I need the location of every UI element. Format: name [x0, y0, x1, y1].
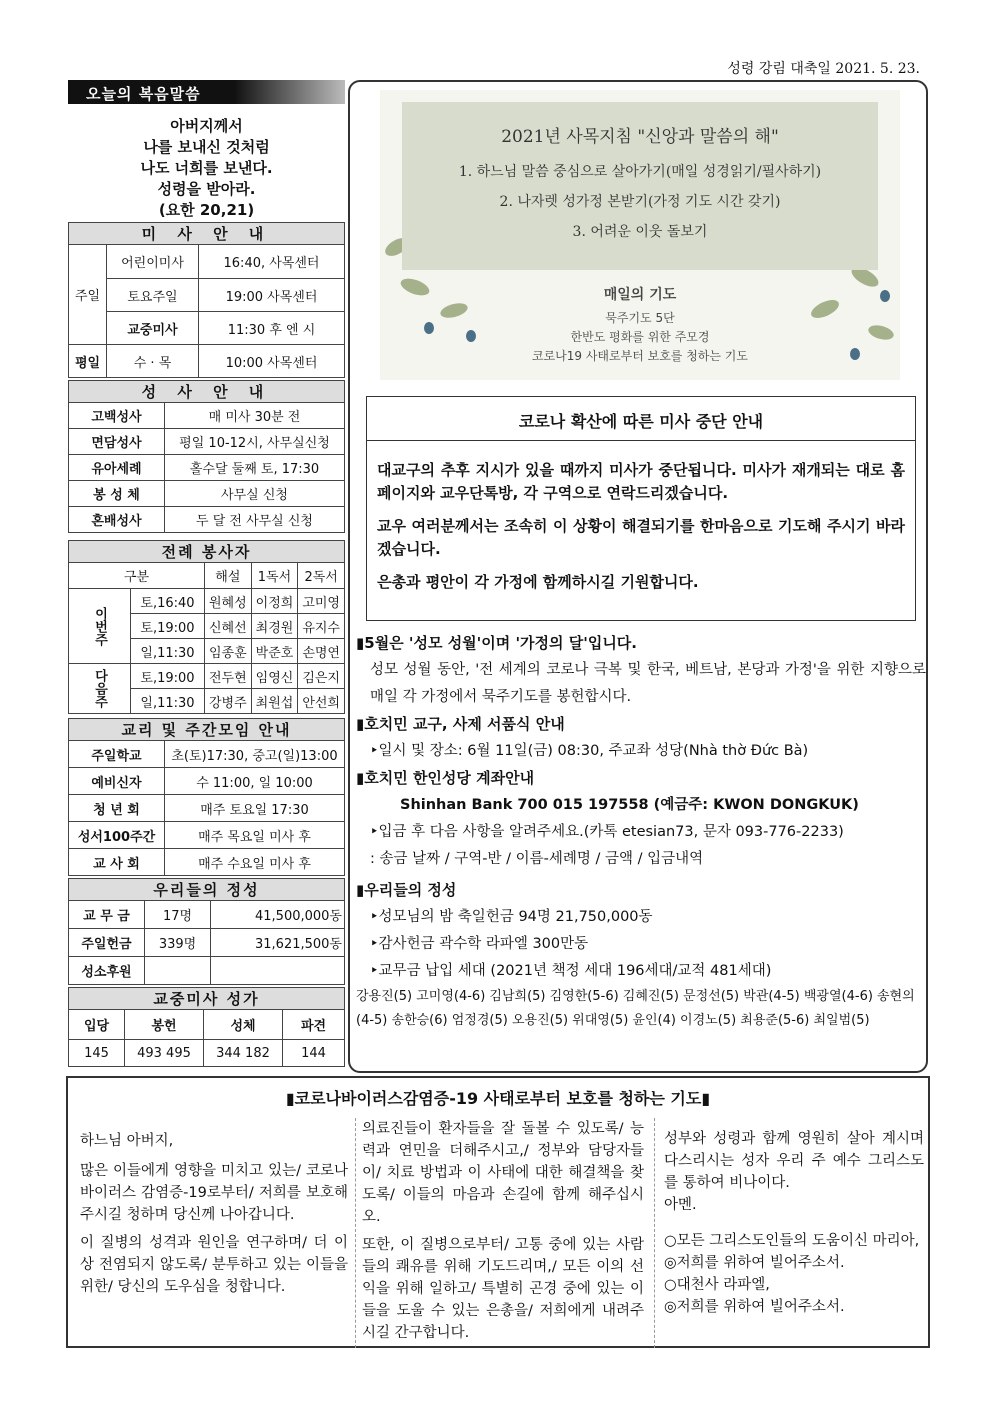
minister-cell: 박준호 — [251, 639, 298, 664]
account-heading: ▮호치민 한인성당 계좌안내 — [356, 769, 535, 787]
offering-line: ‣감사헌금 곽수학 라파엘 300만동 — [370, 936, 589, 952]
gospel-line: 성령을 받아라. — [157, 180, 256, 198]
sacrament-info: 매 미사 30분 전 — [165, 403, 345, 429]
weekday-label: 평일 — [69, 345, 107, 378]
sacrament-info: 홀수달 둘째 토, 17:30 — [165, 455, 345, 481]
class-name: 예비신자 — [69, 768, 165, 795]
mass-name: 어린이미사 — [107, 245, 199, 279]
announcements — [356, 630, 926, 1033]
minister-slot: 토,19:00 — [131, 614, 205, 639]
pastoral-banner — [380, 90, 900, 380]
class-time: 매주 수요일 미사 후 — [165, 849, 345, 876]
hymn-title: 교중미사 성가 — [69, 988, 345, 1010]
sacrament-info: 평일 10-12시, 사무실신청 — [165, 429, 345, 455]
gospel-heading: 오늘의 복음말씀 — [68, 80, 345, 104]
sacrament-name: 봉 성 체 — [69, 481, 165, 507]
mass-time: 11:30 후 엔 시 — [199, 312, 345, 345]
offering-name: 성소후원 — [69, 957, 145, 985]
sacrament-info: 사무실 신청 — [165, 481, 345, 507]
sunday-label: 주일 — [69, 245, 107, 345]
prayer-paragraph: 성부와 성령과 함께 영원히 살아 계시며 다스리시는 성자 우리 주 예수 그리스도를 통하여 비나이다. — [664, 1131, 924, 1191]
mass-name: 토요주일 — [107, 279, 199, 312]
offering-amount — [211, 957, 345, 985]
hymn-table — [68, 987, 345, 1067]
sacrament-name: 유아세례 — [69, 455, 165, 481]
donor-names: 강용진(5) 고미영(4-6) 김남희(5) 김영한(5-6) 김혜진(5) 문정선(5) 박관(4-5) 백광열(4-6) 송현의(4-5) 송한승(6) 엄정경(5) 오용진(5) 위대영(5) 윤인(4) 이경노(5) 최용준(5-6) 최일범(5) — [356, 989, 915, 1028]
minister-slot: 토,19:00 — [131, 664, 205, 689]
mass-name: 교중미사 — [107, 312, 199, 345]
minister-cell: 이정희 — [251, 589, 298, 614]
gospel-line: 나도 너희를 보낸다. — [140, 159, 273, 177]
class-name: 교 사 회 — [69, 849, 165, 876]
class-name: 성서100주간 — [69, 822, 165, 849]
may-heading: ▮5월은 '성모 성월'이며 '가정의 달'입니다. — [356, 634, 637, 652]
hymn-header: 입당 — [69, 1010, 125, 1040]
guideline-item: 2. 나자렛 성가정 본받기(가정 기도 시간 갖기) — [499, 194, 781, 210]
ordination-text: ‣일시 및 장소: 6월 11일(금) 08:30, 주교좌 성당(Nhà thờ Đức Bà) — [370, 743, 809, 759]
hymn-header: 봉헌 — [125, 1010, 204, 1040]
mass-table — [68, 222, 345, 378]
daily-prayer-item: 코로나19 사태로부터 보호를 청하는 기도 — [531, 349, 748, 363]
account-instruction: ‣입금 후 다음 사항을 알려주세요.(카톡 etesian73, 문자 093-776-2233) — [370, 824, 844, 840]
minister-slot: 토,16:40 — [131, 589, 205, 614]
bulletin-date: 성령 강림 대축일 2021. 5. 23. — [727, 61, 920, 77]
prayer-paragraph: 아멘. — [664, 1197, 697, 1213]
prayer-column-3 — [660, 1118, 928, 1318]
gospel-verse — [68, 116, 345, 221]
mass-suspension-notice — [366, 396, 916, 621]
hymn-number: 493 495 — [125, 1040, 204, 1067]
offering-amount: 41,500,000동 — [211, 901, 345, 929]
mass-title: 미 사 안 내 — [69, 223, 345, 245]
daily-prayer-item: 한반도 평화를 위한 주모경 — [570, 330, 710, 344]
offering-line: ‣교무금 납입 세대 (2021년 책정 세대 196세대/교적 481세대) — [370, 963, 772, 979]
daily-prayer — [380, 286, 900, 366]
minister-cell: 임종훈 — [205, 639, 252, 664]
prayer-paragraph: 하느님 아버지, — [80, 1133, 174, 1149]
minister-table — [68, 540, 345, 714]
offering-heading: ▮우리들의 정성 — [356, 881, 457, 899]
sacrament-name: 혼배성사 — [69, 507, 165, 533]
offering-name: 교 무 금 — [69, 901, 145, 929]
minister-cell: 최원섭 — [251, 689, 298, 714]
minister-header: 1독서 — [251, 563, 298, 589]
classes-title: 교리 및 주간모임 안내 — [69, 719, 345, 741]
this-week-label: 이번주 — [69, 589, 131, 664]
class-time: 매주 목요일 미사 후 — [165, 822, 345, 849]
right-column — [348, 80, 928, 1073]
notice-title: 코로나 확산에 따른 미사 중단 안내 — [367, 397, 915, 441]
minister-cell: 신혜선 — [205, 614, 252, 639]
sacrament-name: 고백성사 — [69, 403, 165, 429]
ordination-heading: ▮호치민 교구, 사제 서품식 안내 — [356, 715, 565, 733]
minister-header: 해설 — [205, 563, 252, 589]
minister-header: 2독서 — [298, 563, 345, 589]
sacrament-table — [68, 380, 345, 533]
minister-cell: 임영신 — [251, 664, 298, 689]
sacrament-info: 두 달 전 사무실 신청 — [165, 507, 345, 533]
prayer-paragraph: 많은 이들에게 영향을 미치고 있는/ 코로나 바이러스 감염증-19로부터/ 저희를 보호해주시길 청하며 당신께 나아갑니다. — [80, 1163, 348, 1223]
offering-count: 17명 — [145, 901, 211, 929]
notice-paragraph: 교우 여러분께서는 조속히 이 상황이 해결되기를 한마음으로 기도해 주시기 바라겠습니다. — [377, 517, 905, 558]
prayer-paragraph: 의료진들이 환자들을 잘 돌볼 수 있도록/ 능력과 연민을 더해주시고,/ 정부와 담당자들이/ 치료 방법과 이 사태에 대한 해결책을 찾도록/ 이들의 마음과 손길에 함께 해주십시오. — [362, 1121, 644, 1225]
daily-prayer-title: 매일의 기도 — [603, 287, 677, 303]
may-text: 성모 성월 동안, '전 세계의 코로나 극복 및 한국, 베트남, 본당과 가정'을 위한 지향으로 매일 각 가정에서 묵주기도를 봉헌합시다. — [370, 662, 926, 705]
offering-count: 339명 — [145, 929, 211, 957]
mass-time: 19:00 사목센터 — [199, 279, 345, 312]
offering-name: 주일헌금 — [69, 929, 145, 957]
gospel-line: (요한 20,21) — [158, 201, 255, 219]
next-week-label: 다음주 — [69, 664, 131, 714]
hymn-number: 344 182 — [204, 1040, 283, 1067]
mass-time: 10:00 사목센터 — [199, 345, 345, 378]
prayer-title: ▮코로나바이러스감염증-19 사태로부터 보호를 청하는 기도▮ — [285, 1089, 711, 1108]
mass-time: 16:40, 사목센터 — [199, 245, 345, 279]
daily-prayer-item: 묵주기도 5단 — [605, 311, 675, 325]
hymn-header: 파견 — [283, 1010, 345, 1040]
class-time: 초(토)17:30, 중고(일)13:00 — [165, 741, 345, 768]
minister-header: 구분 — [69, 563, 205, 589]
offering-table — [68, 878, 345, 985]
hymn-header: 성체 — [204, 1010, 283, 1040]
classes-table — [68, 718, 345, 876]
minister-cell: 안선희 — [298, 689, 345, 714]
offering-title: 우리들의 정성 — [69, 879, 345, 901]
minister-cell: 최경원 — [251, 614, 298, 639]
mass-name: 수 · 목 — [107, 345, 199, 378]
column-divider — [355, 1118, 356, 1348]
minister-cell: 원혜성 — [205, 589, 252, 614]
prayer-response: ○모든 그리스도인들의 도움이신 마리아, — [664, 1233, 920, 1249]
sacrament-name: 면담성사 — [69, 429, 165, 455]
offering-line: ‣성모님의 밤 축일헌금 94명 21,750,000동 — [370, 909, 653, 925]
class-time: 매주 토요일 17:30 — [165, 795, 345, 822]
covid-prayer-box — [66, 1076, 930, 1348]
column-divider — [654, 1118, 655, 1348]
minister-title: 전례 봉사자 — [69, 541, 345, 563]
class-name: 주일학교 — [69, 741, 165, 768]
left-column — [68, 80, 345, 1067]
notice-paragraph: 은총과 평안이 각 가정에 함께하시길 기원합니다. — [377, 573, 699, 591]
bank-account: Shinhan Bank 700 015 197558 (예금주: KWON DONGKUK) — [400, 797, 859, 813]
prayer-response: ◎저희를 위하여 빌어주소서. — [664, 1255, 845, 1271]
minister-slot: 일,11:30 — [131, 689, 205, 714]
class-time: 수 11:00, 일 10:00 — [165, 768, 345, 795]
minister-cell: 손명연 — [298, 639, 345, 664]
hymn-number: 144 — [283, 1040, 345, 1067]
account-details: : 송금 날짜 / 구역-반 / 이름-세례명 / 금액 / 입금내역 — [370, 851, 704, 867]
minister-cell: 전두현 — [205, 664, 252, 689]
prayer-paragraph: 또한, 이 질병으로부터/ 고통 중에 있는 사람들의 쾌유를 위해 기도드리며,/ 모든 이의 선익을 위해 일하고/ 특별히 곤경 중에 있는 이들을 도울 수 있는 은총을/ 저희에게 내려주시길 간구합니다. — [362, 1237, 644, 1341]
hymn-number: 145 — [69, 1040, 125, 1067]
notice-paragraph: 대교구의 추후 지시가 있을 때까지 미사가 중단됩니다. 미사가 재개되는 대로 홈페이지와 교우단톡방, 각 구역으로 연락드리겠습니다. — [377, 461, 905, 502]
gospel-line: 나를 보내신 것처럼 — [143, 138, 270, 156]
prayer-response: ◎저희를 위하여 빌어주소서. — [664, 1299, 845, 1315]
pastoral-guideline-box — [402, 102, 878, 270]
minister-cell: 강병주 — [205, 689, 252, 714]
offering-amount: 31,621,500동 — [211, 929, 345, 957]
minister-cell: 유지수 — [298, 614, 345, 639]
prayer-paragraph: 이 질병의 성격과 원인을 연구하며/ 더 이상 전염되지 않도록/ 분투하고 있는 이들을 위한/ 당신의 도우심을 청합니다. — [80, 1235, 348, 1295]
minister-cell: 고미영 — [298, 589, 345, 614]
offering-count — [145, 957, 211, 985]
guideline-item: 1. 하느님 말씀 중심으로 살아가기(매일 성경읽기/필사하기) — [458, 164, 822, 180]
guideline-item: 3. 어려운 이웃 돌보기 — [572, 224, 708, 240]
prayer-column-1 — [76, 1118, 352, 1298]
gospel-line: 아버지께서 — [170, 117, 243, 135]
sacrament-title: 성 사 안 내 — [69, 381, 345, 403]
minister-cell: 김은지 — [298, 664, 345, 689]
prayer-response: ○대천사 라파엘, — [664, 1277, 770, 1293]
guideline-title: 2021년 사목지침 "신앙과 말씀의 해" — [501, 127, 779, 147]
minister-slot: 일,11:30 — [131, 639, 205, 664]
prayer-column-2 — [358, 1118, 648, 1344]
class-name: 청 년 회 — [69, 795, 165, 822]
